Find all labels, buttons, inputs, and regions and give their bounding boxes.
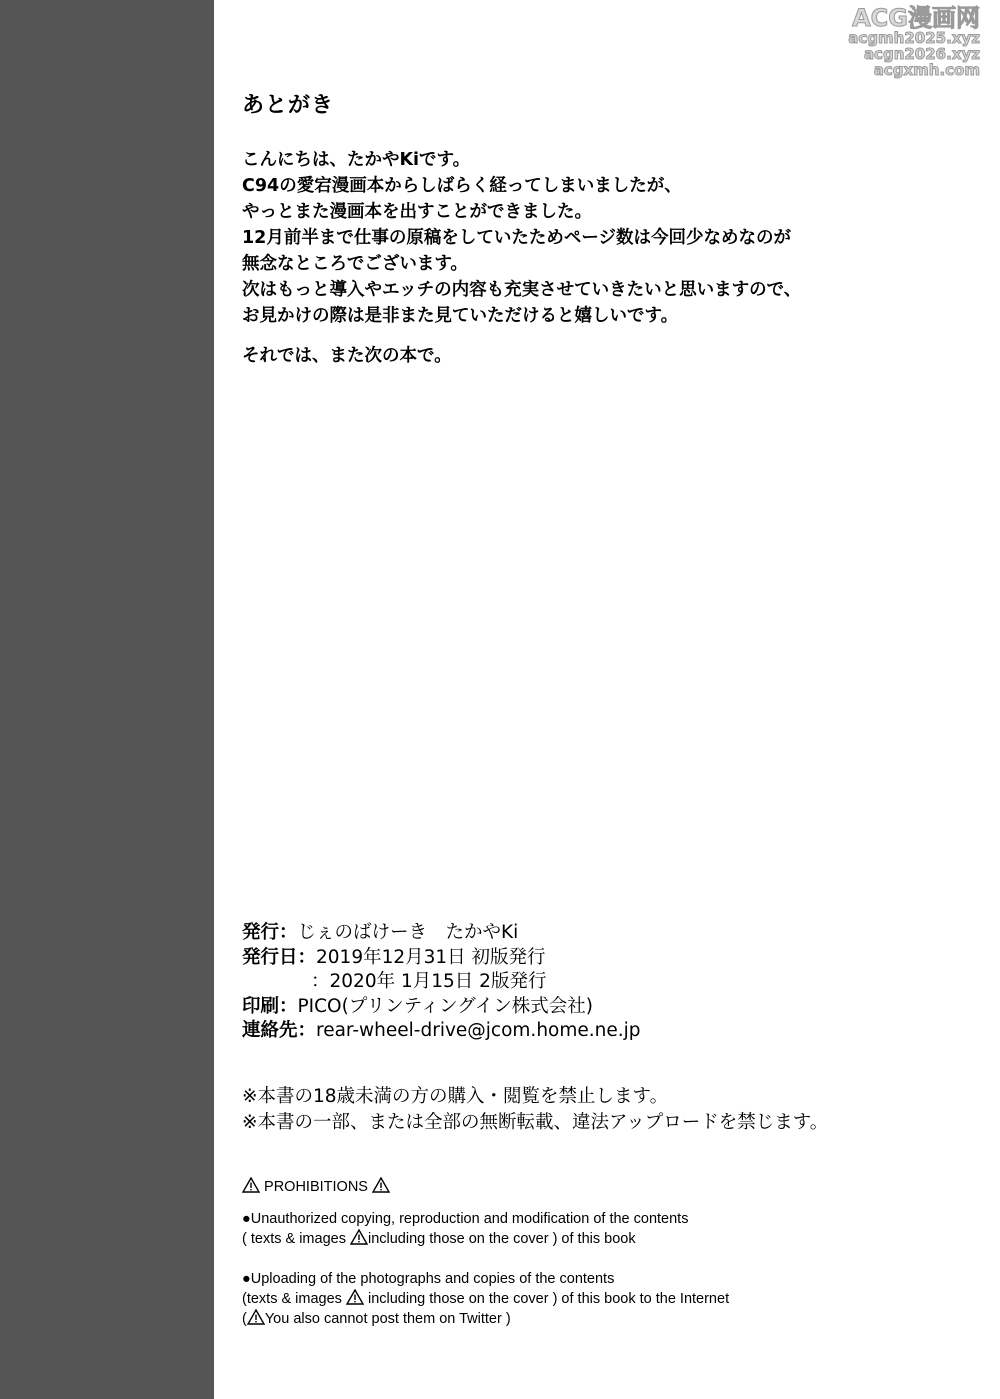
- prohibition-item-2-twitter: [242, 1309, 729, 1329]
- printer-value: PICO(プリンティングイン株式会社): [297, 995, 594, 1017]
- publisher-label: 発行：: [242, 922, 298, 943]
- spacer: [242, 1249, 729, 1269]
- warning-triangle-icon: [372, 1177, 390, 1193]
- second-edition-date: 2020年 1月15日 2版発行: [329, 971, 547, 992]
- prohibition-text: including those on the cover ) of this book: [367, 1231, 636, 1247]
- age-restriction-notice: ※本書の18歳未満の方の購入・閲覧を禁止します。: [242, 1086, 669, 1107]
- afterword-heading: あとがき: [242, 93, 335, 118]
- contact-label: 連絡先：: [242, 1020, 317, 1041]
- first-edition-date: 2019年12月31日 初版発行: [316, 946, 546, 968]
- colophon-publisher-row: [242, 921, 641, 946]
- warning-triangle-icon: [346, 1289, 364, 1305]
- printer-label: 印刷：: [242, 995, 298, 1017]
- afterword-line: 12月前半まで仕事の原稿をしていたためページ数は今回少なめなのが: [242, 228, 792, 248]
- prohibition-text: including those on the cover ) of this book to the Internet: [363, 1291, 730, 1307]
- watermark: [848, 6, 980, 78]
- date-label: 発行日：: [242, 946, 317, 968]
- warning-triangle-icon: [242, 1177, 260, 1193]
- prohibitions-title: PROHIBITIONS: [264, 1179, 368, 1195]
- prohibition-item-2-detail: [242, 1289, 729, 1309]
- contact-email: rear-wheel-drive@jcom.home.ne.jp: [316, 1020, 641, 1041]
- watermark-domain: acgxmh.com: [873, 61, 980, 79]
- prohibition-item-1-detail: [242, 1229, 729, 1249]
- prohibition-text: You also cannot post them on Twitter ): [264, 1311, 511, 1327]
- prohibitions-block: [242, 1177, 729, 1329]
- watermark-domain: acgn2026.xyz: [863, 45, 980, 63]
- publisher-value: じぇのばけーき たかやKi: [297, 922, 519, 943]
- afterword-line: こんにちは、たかやKiです。: [242, 150, 471, 170]
- afterword-line: 無念なところでございます。: [242, 254, 468, 274]
- prohibitions-title-row: [242, 1177, 729, 1197]
- prohibition-text: ( texts & images: [242, 1231, 350, 1247]
- afterword-body: [242, 147, 801, 329]
- warning-triangle-icon: [350, 1229, 368, 1245]
- watermark-domain: acgmh2025.xyz: [848, 29, 980, 47]
- afterword-line: 次はもっと導入やエッチの内容も充実させていきたいと思いますので、: [242, 280, 802, 300]
- watermark-site-name: ACG漫画网: [852, 4, 980, 32]
- afterword-line: やっとまた漫画本を出すことができました。: [242, 202, 592, 222]
- prohibition-item-1: ●Unauthorized copying, reproduction and modification of the contents: [242, 1211, 689, 1227]
- reproduction-notice: ※本書の一部、または全部の無断転載、違法アップロードを禁じます。: [242, 1112, 829, 1133]
- colophon-second-edition-row: [242, 970, 641, 995]
- prohibition-item-2: ●Uploading of the photographs and copies of the contents: [242, 1271, 615, 1287]
- colophon: [242, 921, 641, 1044]
- colophon-printer-row: [242, 995, 641, 1020]
- afterword-line: C94の愛宕漫画本からしばらく経ってしまいましたが、: [242, 176, 682, 196]
- legal-notices: [242, 1084, 828, 1136]
- second-edition-prefix: ：: [311, 971, 330, 992]
- afterword-closing: それでは、また次の本で。: [242, 346, 452, 366]
- colophon-date-row: [242, 946, 641, 971]
- left-gray-margin: [0, 0, 214, 1399]
- prohibition-text: (texts & images: [242, 1291, 346, 1307]
- warning-triangle-icon: [247, 1309, 265, 1325]
- afterword-line: お見かけの際は是非また見ていただけると嬉しいです。: [242, 306, 679, 326]
- colophon-contact-row: [242, 1019, 641, 1044]
- prohibition-text: (: [242, 1311, 247, 1327]
